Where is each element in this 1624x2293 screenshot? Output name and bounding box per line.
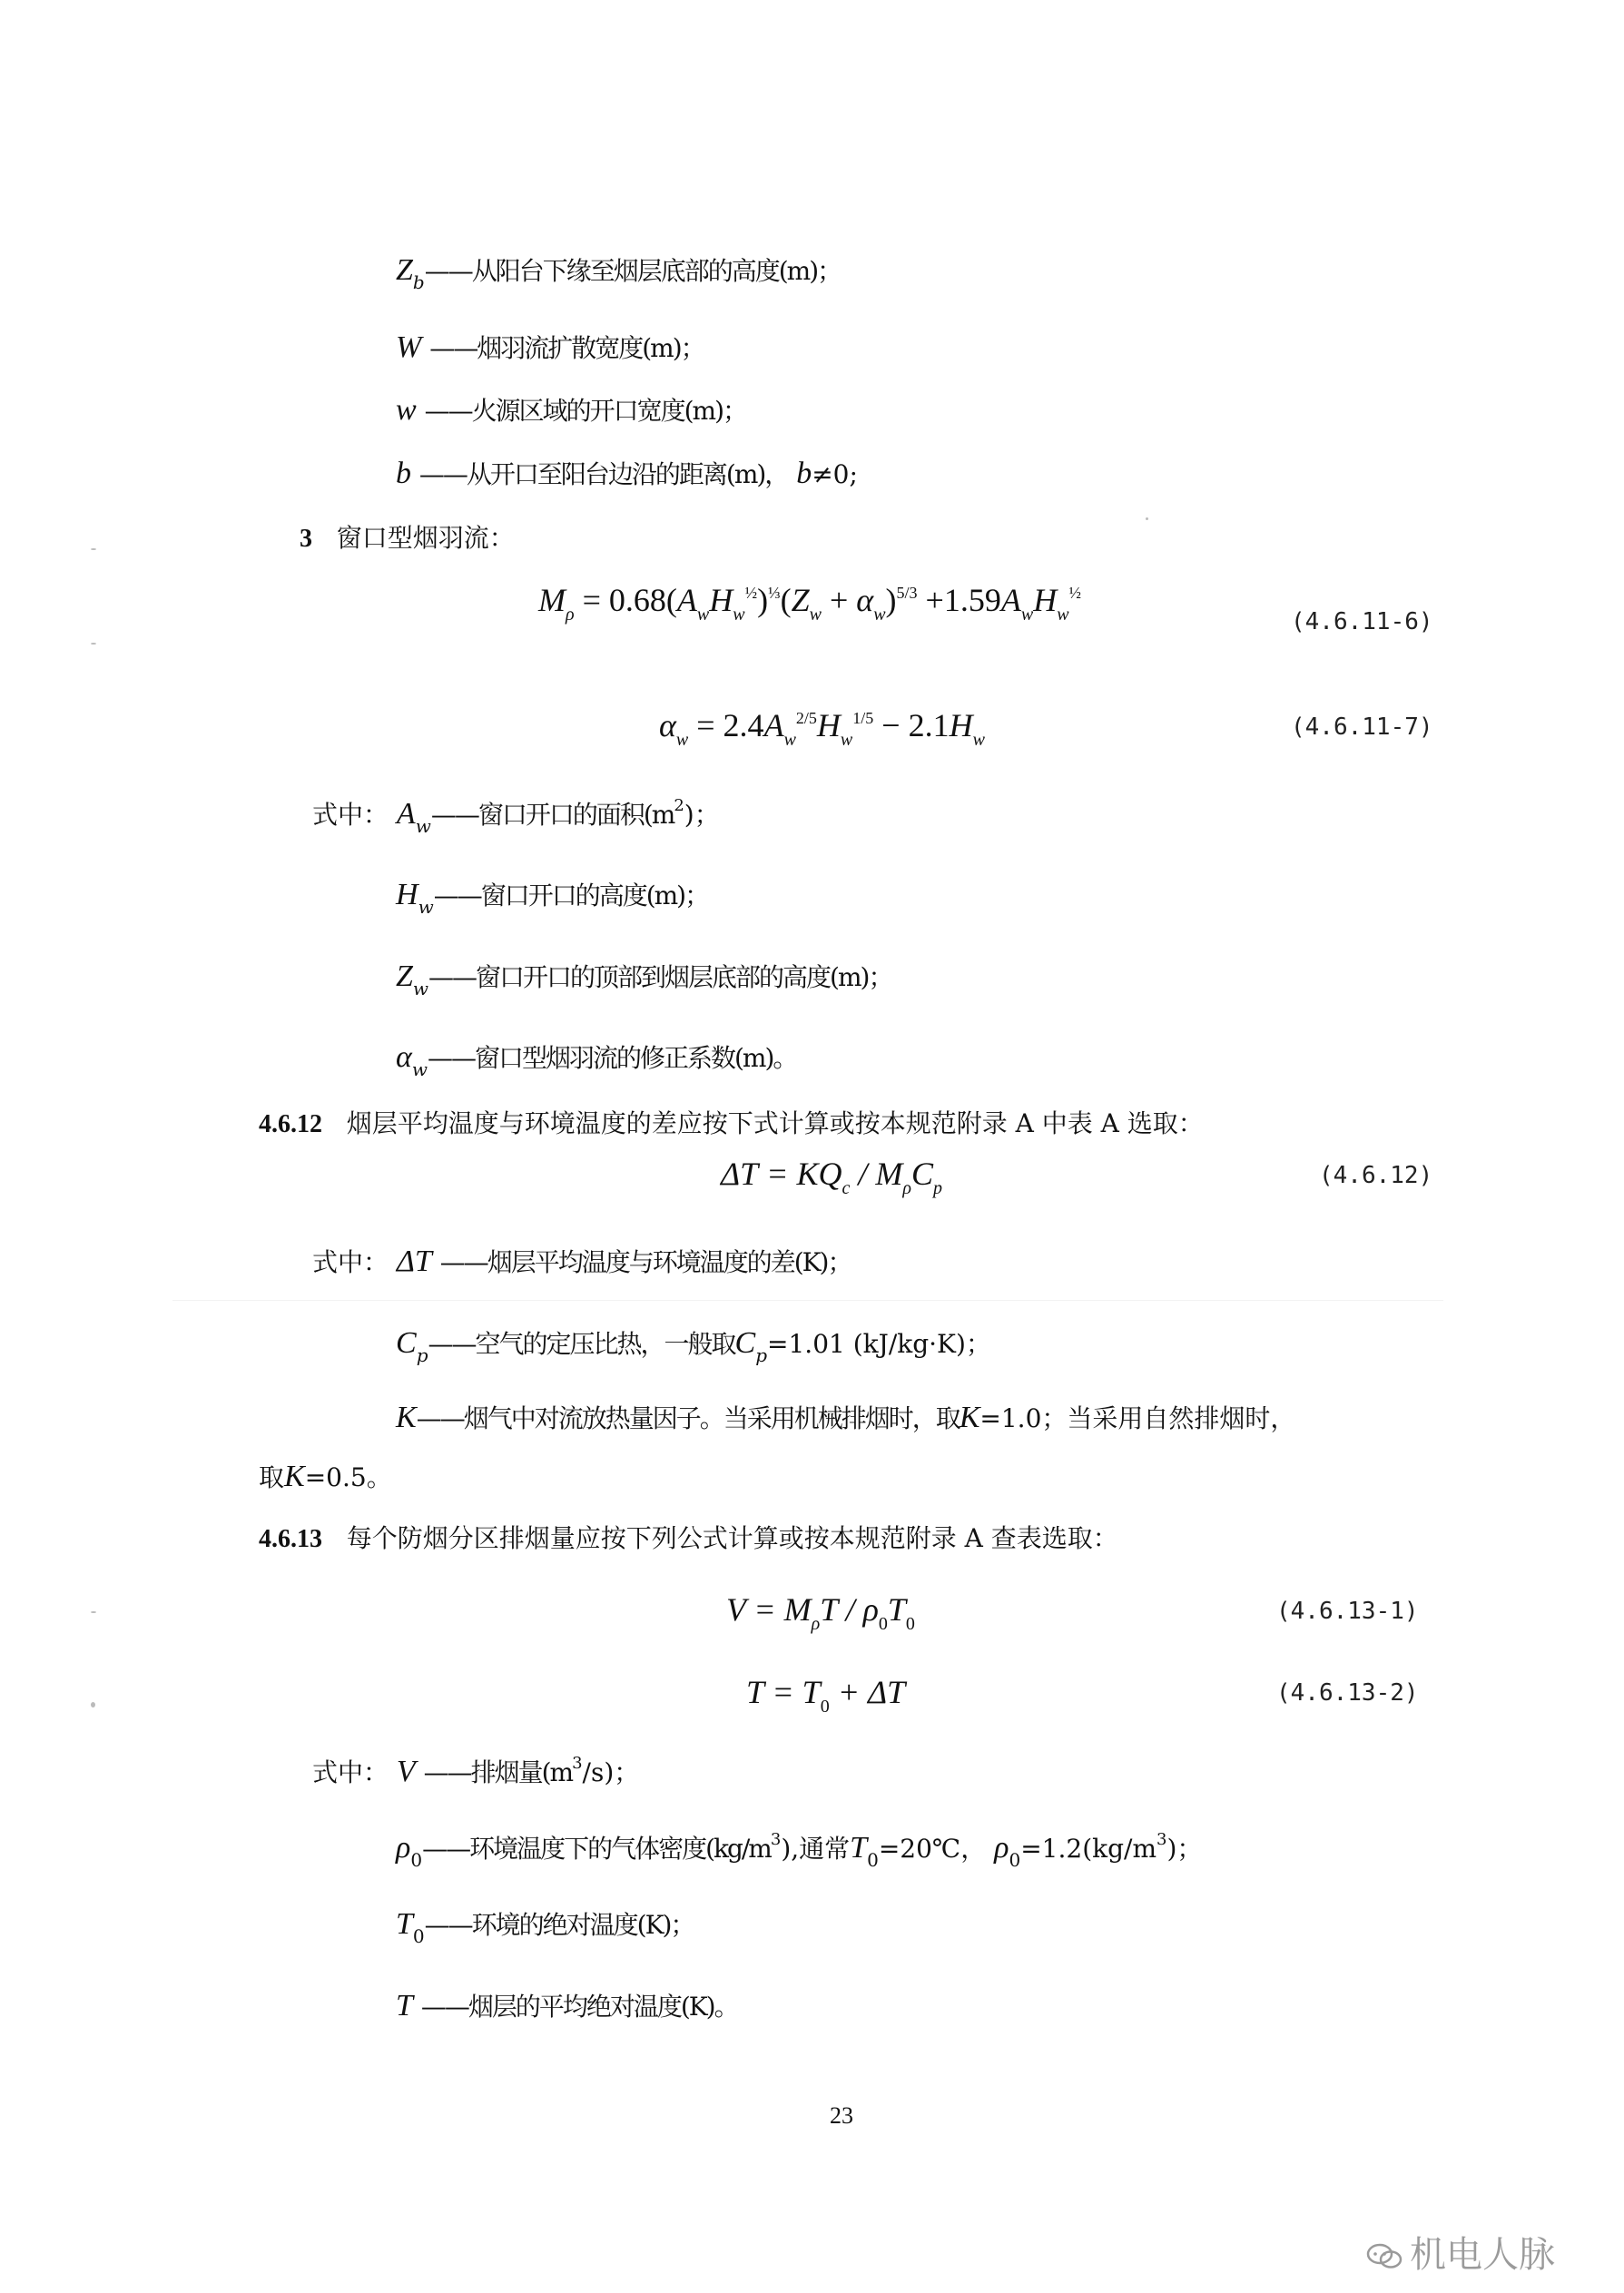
scan-speck (1146, 517, 1148, 520)
equation-number: (4.6.11-6) (1291, 608, 1433, 635)
scan-speck (91, 643, 96, 645)
def-alphaw: $\alpha_w——$窗口型烟羽流的修正系数(m)。 (396, 1040, 797, 1080)
scan-speck (91, 1702, 95, 1707)
scan-speck (91, 548, 96, 550)
page-number: 23 (830, 2102, 853, 2129)
equation-4-6-12: $\Delta T = KQ_c / M_\rho C_p$ (721, 1156, 942, 1198)
def-aw: 式中： $A_w——$窗口开口的面积$(m^2)$； (312, 796, 720, 837)
scan-speck (91, 1611, 96, 1613)
def-t: T ——烟层的平均绝对温度(K)。 (396, 1989, 738, 2022)
item-3-heading: 3 窗口型烟羽流： (300, 523, 515, 553)
def-cp: $C_p——$空气的定压比热，一般取$C_p=1.01$ (kJ/kg·K)； (396, 1326, 991, 1366)
def-delta-t: 式中： ΔT ——烟层平均温度与环境温度的差(K)； (312, 1245, 851, 1278)
chat-bubbles-icon (1366, 2238, 1403, 2265)
equation-number: (4.6.13-2) (1276, 1679, 1419, 1707)
section-4-6-12: 4.6.12 烟层平均温度与环境温度的差应按下式计算或按本规范附录 A 中表 A 选取： (259, 1108, 1204, 1138)
def-rho0: $\rho_0——$环境温度下的气体密度$(kg/m^3)$,通常$T_0=20℃$， $\rho_0=1.2(kg/m^3)$； (396, 1830, 1203, 1871)
def-k: K——烟气中对流放热量因子。当采用机械排烟时，取K=1.0；当采用自然排烟时， (396, 1401, 1296, 1434)
watermark (1366, 2226, 1555, 2278)
equation-4-6-13-1: $V = M_\rho T / \rho_0T_0$ (726, 1591, 915, 1634)
def-b: b ——从开口至阳台边沿的距离(m)， b≠0; (396, 457, 858, 490)
def-t0: $T_0——$环境的绝对温度(K)； (396, 1907, 694, 1947)
def-hw: $H_w——$窗口开口的高度(m)； (396, 878, 709, 918)
def-w-lower: w ——火源区域的开口宽度(m)； (396, 393, 746, 427)
def-zb: $Z_b——$从阳台下缘至烟层底部的高度(m)； (396, 253, 842, 293)
def-k-continued: 取K=0.5。 (259, 1460, 392, 1493)
section-4-6-13: 4.6.13 每个防烟分区排烟量应按下列公式计算或按本规范附录 A 查表选取： (259, 1523, 1118, 1553)
equation-number: (4.6.12) (1319, 1162, 1433, 1189)
equation-number: (4.6.13-1) (1276, 1598, 1419, 1625)
def-zw: $Z_w——$窗口开口的顶部到烟层底部的高度(m)； (396, 960, 892, 999)
equation-4-6-11-7: $\alpha_w = 2.4A_w^{2/5}H_w^{1/5} - 2.1H_w$ (659, 707, 985, 750)
equation-4-6-11-6: $M_\rho = 0.68(A_wH_w^{\frac{1}{2}})^{\frac{1}{3}}(Z_w + \alpha_w)^{5/3} +1.59A_wH_w^{\frac{1}{2}}$ (538, 582, 1082, 625)
equation-number: (4.6.11-7) (1291, 713, 1433, 741)
def-w-upper: W ——烟羽流扩散宽度(m)； (396, 330, 704, 364)
equation-4-6-13-2: $T = T_0 + \Delta T$ (746, 1674, 906, 1717)
scan-artifact (172, 1300, 1443, 1301)
watermark-text: 机电人脉 (1410, 2234, 1555, 2276)
def-v: 式中： V ——排烟量$(m^3/s)$； (312, 1754, 640, 1788)
